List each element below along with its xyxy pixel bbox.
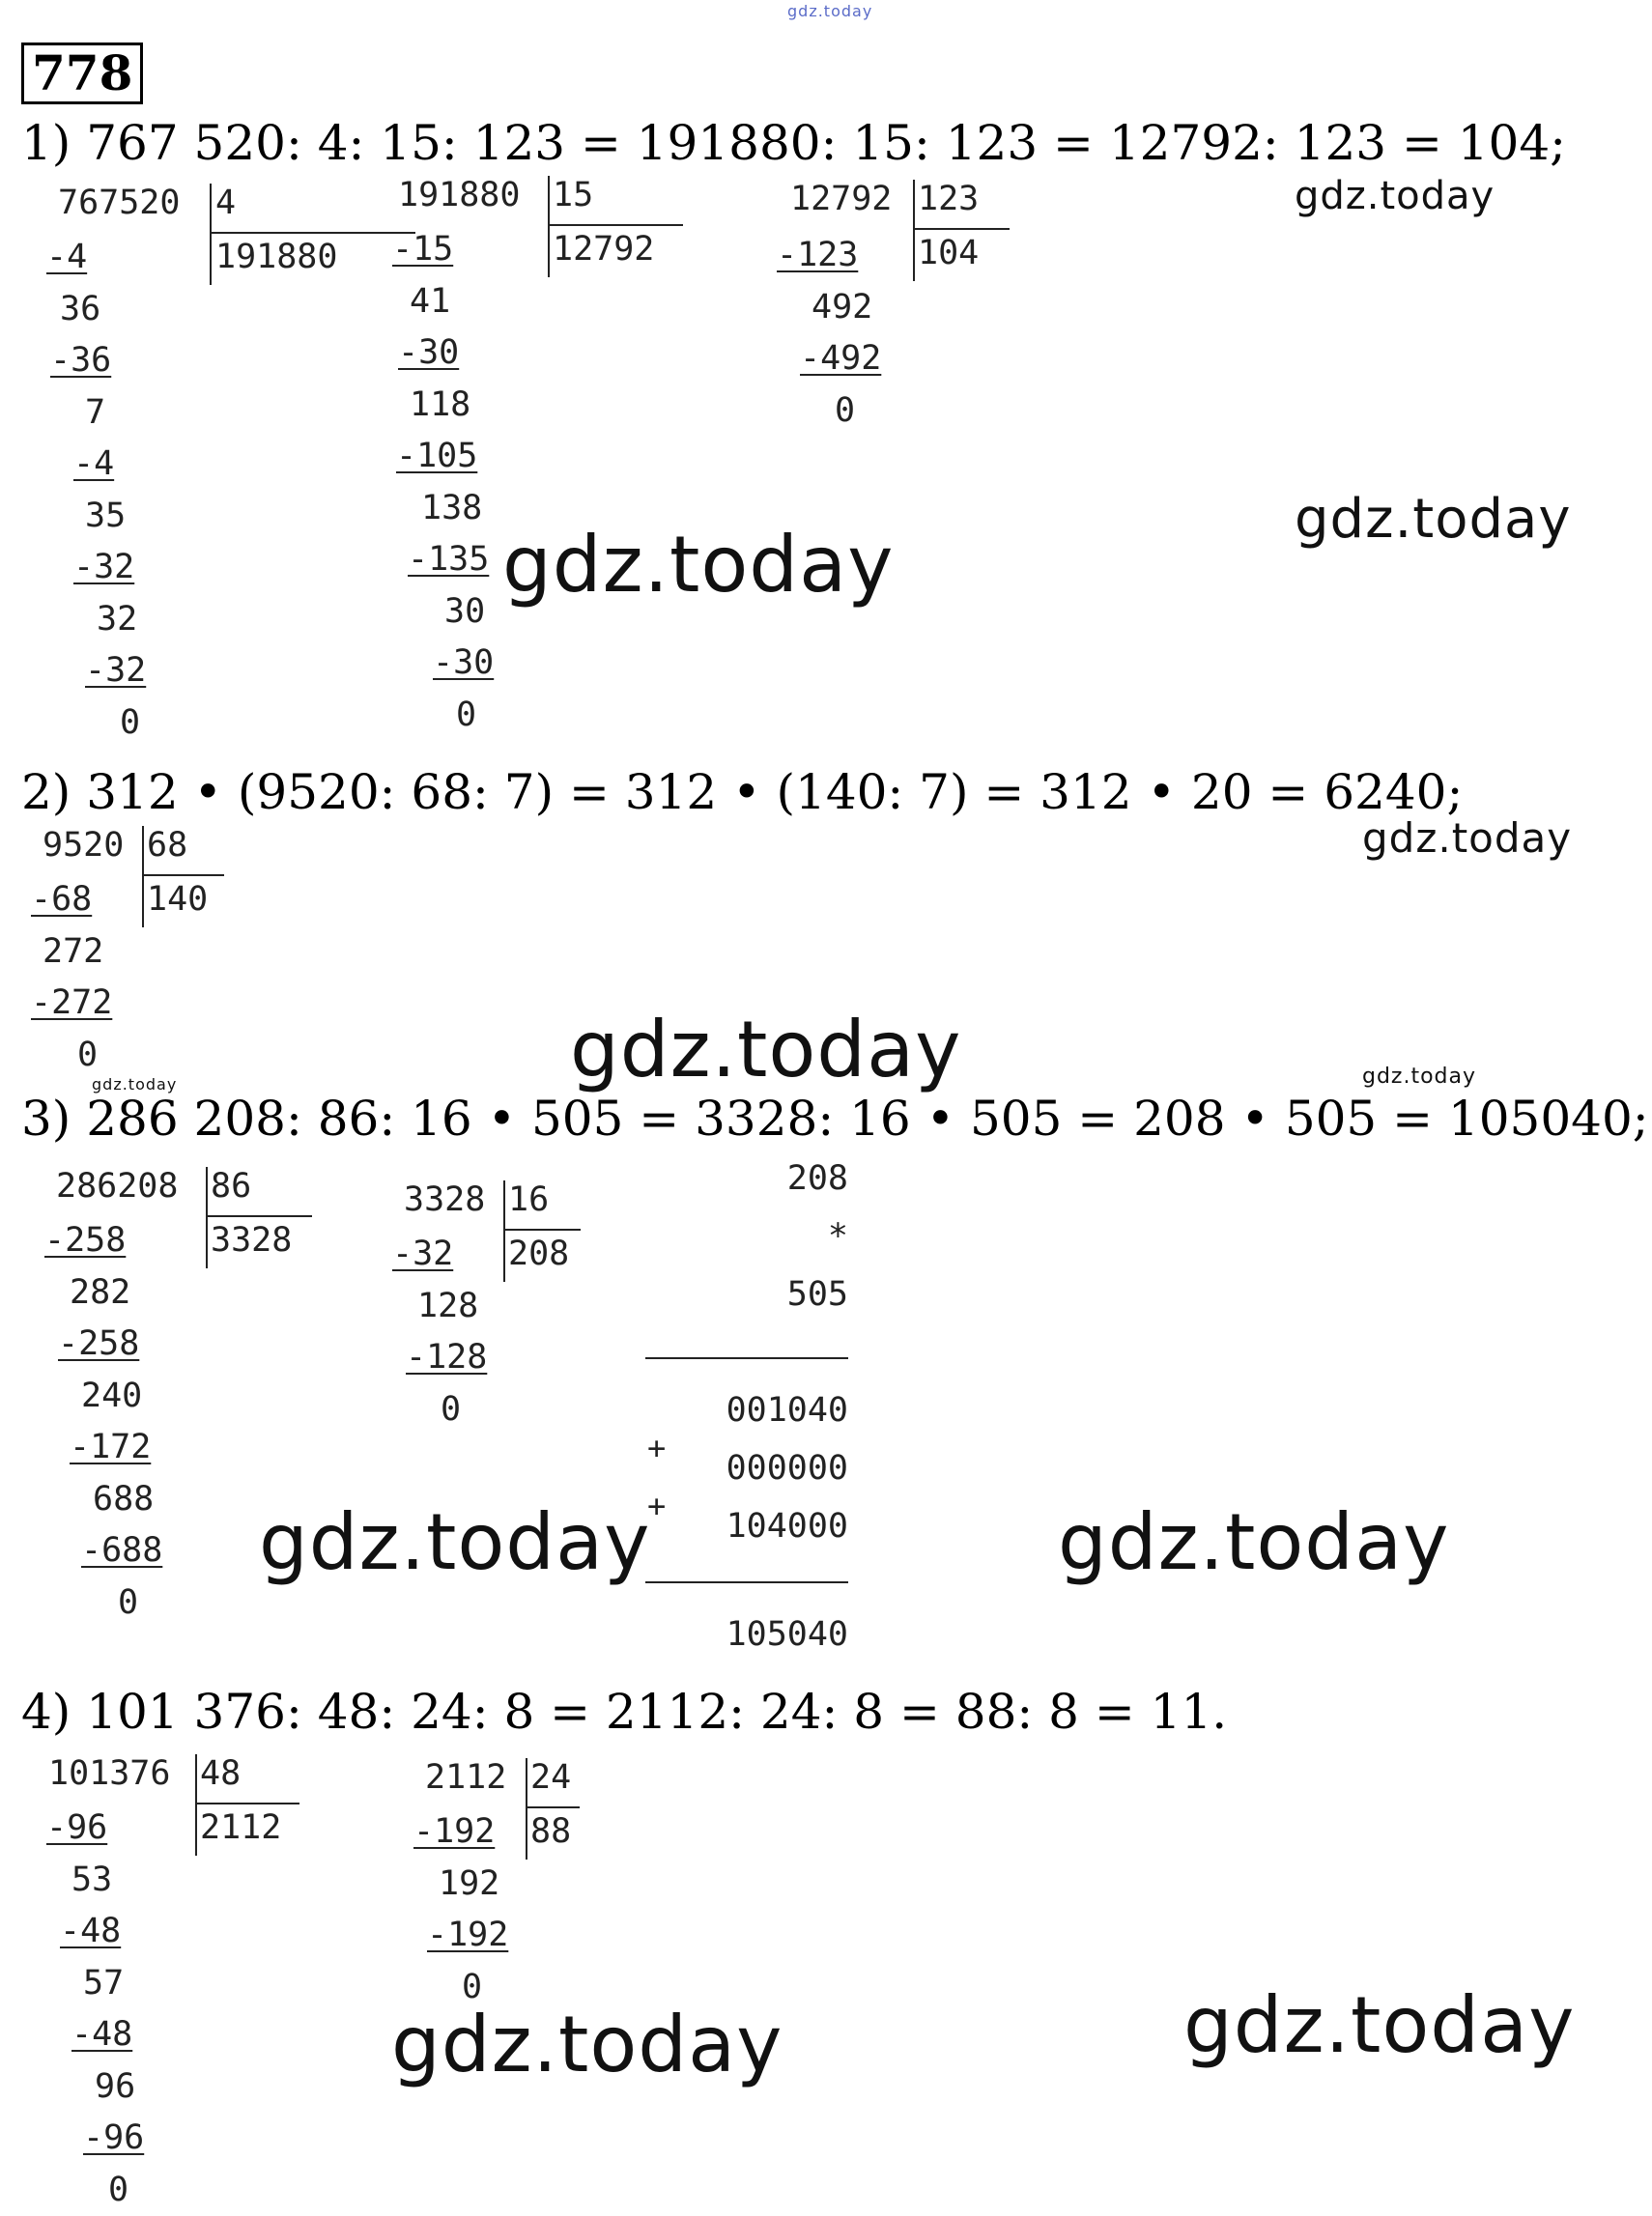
factor-a: 208 bbox=[787, 1159, 848, 1198]
quotient: 208 bbox=[508, 1235, 569, 1273]
column-multiplication bbox=[645, 1159, 848, 1671]
quotient: 104 bbox=[918, 234, 979, 272]
step: -32 bbox=[392, 1235, 453, 1273]
step: -32 bbox=[73, 548, 134, 586]
watermark: gdz.today bbox=[92, 1075, 177, 1094]
steps-4a bbox=[46, 1803, 144, 2216]
watermark: gdz.today bbox=[1295, 488, 1572, 551]
watermark: gdz.today bbox=[1058, 1497, 1449, 1587]
steps-1b bbox=[392, 224, 494, 741]
equation-3: 3) 286 208: 86: 16 • 505 = 3328: 16 • 505 = 208 • 505 = 105040; bbox=[21, 1090, 1649, 1148]
quotient: 88 bbox=[530, 1812, 571, 1851]
dividend: 2112 bbox=[425, 1758, 506, 1797]
watermark: gdz.today bbox=[1183, 1980, 1575, 2070]
watermark: gdz.today bbox=[259, 1497, 650, 1587]
step: 41 bbox=[392, 276, 494, 328]
step: -105 bbox=[396, 437, 477, 475]
step: 272 bbox=[31, 926, 112, 979]
dividend: 767520 bbox=[58, 184, 180, 222]
dividend: 9520 bbox=[43, 826, 124, 865]
quotient: 3328 bbox=[211, 1221, 292, 1260]
step: -272 bbox=[31, 983, 112, 1022]
watermark: gdz.today bbox=[502, 520, 894, 610]
step: -688 bbox=[81, 1531, 162, 1570]
watermark: gdz.today bbox=[391, 2000, 783, 2089]
step: 32 bbox=[46, 594, 146, 646]
problem-number: 778 bbox=[21, 43, 143, 104]
step: -192 bbox=[427, 1916, 508, 1954]
quotient: 140 bbox=[147, 880, 208, 919]
step: -30 bbox=[398, 333, 459, 372]
step: 138 bbox=[392, 483, 494, 535]
divisor: 68 bbox=[147, 826, 187, 865]
steps-3b bbox=[392, 1229, 487, 1435]
step: 0 bbox=[392, 690, 494, 742]
dividend: 191880 bbox=[398, 176, 520, 214]
equation-2: 2) 312 • (9520: 68: 7) = 312 • (140: 7) = 312 • 20 = 6240; bbox=[21, 763, 1463, 821]
step: -492 bbox=[800, 339, 881, 378]
step: 128 bbox=[392, 1281, 487, 1333]
step: 36 bbox=[46, 284, 146, 336]
step: 282 bbox=[44, 1267, 162, 1320]
dividend: 286208 bbox=[56, 1167, 178, 1206]
watermark: gdz.today bbox=[1295, 174, 1495, 218]
step: 35 bbox=[46, 491, 146, 543]
step: -192 bbox=[413, 1812, 495, 1851]
dividend: 12792 bbox=[790, 180, 892, 218]
product: 105040 bbox=[726, 1615, 848, 1654]
divisor: 86 bbox=[211, 1167, 251, 1206]
step: -15 bbox=[392, 230, 453, 269]
divisor: 16 bbox=[508, 1180, 549, 1219]
steps-1a bbox=[46, 232, 146, 749]
quotient: 191880 bbox=[215, 238, 337, 276]
step: 53 bbox=[46, 1855, 144, 1907]
quotient: 2112 bbox=[200, 1808, 281, 1847]
step: -258 bbox=[44, 1221, 126, 1260]
divisor: 123 bbox=[918, 180, 979, 218]
step: 96 bbox=[46, 2061, 144, 2114]
times-sign: * bbox=[828, 1217, 848, 1256]
partial: 001040 bbox=[726, 1391, 848, 1430]
step: -258 bbox=[58, 1324, 139, 1363]
step: 192 bbox=[413, 1859, 508, 1911]
dividend: 101376 bbox=[48, 1754, 170, 1793]
step: -36 bbox=[50, 341, 111, 380]
step: 118 bbox=[392, 380, 494, 432]
step: 57 bbox=[46, 1958, 144, 2010]
step: -30 bbox=[433, 643, 494, 682]
divisor: 15 bbox=[553, 176, 593, 214]
divisor: 4 bbox=[215, 184, 236, 222]
step: 0 bbox=[31, 1030, 112, 1082]
step: 0 bbox=[777, 385, 881, 438]
divisor: 48 bbox=[200, 1754, 241, 1793]
steps-3a bbox=[44, 1215, 162, 1629]
step: 7 bbox=[46, 387, 146, 440]
watermark-top: gdz.today bbox=[787, 2, 872, 20]
step: -68 bbox=[31, 880, 92, 919]
step: -48 bbox=[71, 2015, 132, 2054]
step: -32 bbox=[85, 651, 146, 690]
partial: 000000 bbox=[726, 1449, 848, 1488]
plus-sign: + bbox=[647, 1488, 666, 1524]
watermark: gdz.today bbox=[1362, 1065, 1476, 1089]
step: 0 bbox=[46, 697, 146, 750]
watermark: gdz.today bbox=[570, 1005, 961, 1094]
plus-sign: + bbox=[647, 1430, 666, 1466]
step: -135 bbox=[408, 540, 489, 579]
step: -4 bbox=[46, 238, 87, 276]
step: 0 bbox=[44, 1577, 162, 1630]
equation-1: 1) 767 520: 4: 15: 123 = 191880: 15: 123 = 12792: 123 = 104; bbox=[21, 114, 1566, 172]
step: -4 bbox=[73, 444, 114, 483]
steps-2 bbox=[31, 874, 112, 1081]
steps-1c bbox=[777, 230, 881, 437]
step: 0 bbox=[392, 1384, 487, 1436]
step: 240 bbox=[44, 1371, 162, 1423]
step: -96 bbox=[46, 1808, 107, 1847]
step: -172 bbox=[70, 1428, 151, 1466]
watermark: gdz.today bbox=[1362, 814, 1572, 862]
step: 0 bbox=[46, 2165, 144, 2216]
step: -96 bbox=[83, 2118, 144, 2157]
factor-b: 505 bbox=[787, 1275, 848, 1314]
step: -123 bbox=[777, 236, 858, 274]
step: 30 bbox=[392, 586, 494, 639]
step: 688 bbox=[44, 1474, 162, 1526]
step: 492 bbox=[777, 282, 881, 334]
steps-4b bbox=[413, 1806, 508, 2013]
divisor: 24 bbox=[530, 1758, 571, 1797]
step: 0 bbox=[413, 1962, 508, 2014]
quotient: 12792 bbox=[553, 230, 654, 269]
dividend: 3328 bbox=[404, 1180, 485, 1219]
step: -128 bbox=[406, 1338, 487, 1377]
step: -48 bbox=[60, 1912, 121, 1950]
equation-4: 4) 101 376: 48: 24: 8 = 2112: 24: 8 = 88: 8 = 11. bbox=[21, 1683, 1227, 1741]
partial: 104000 bbox=[726, 1507, 848, 1546]
